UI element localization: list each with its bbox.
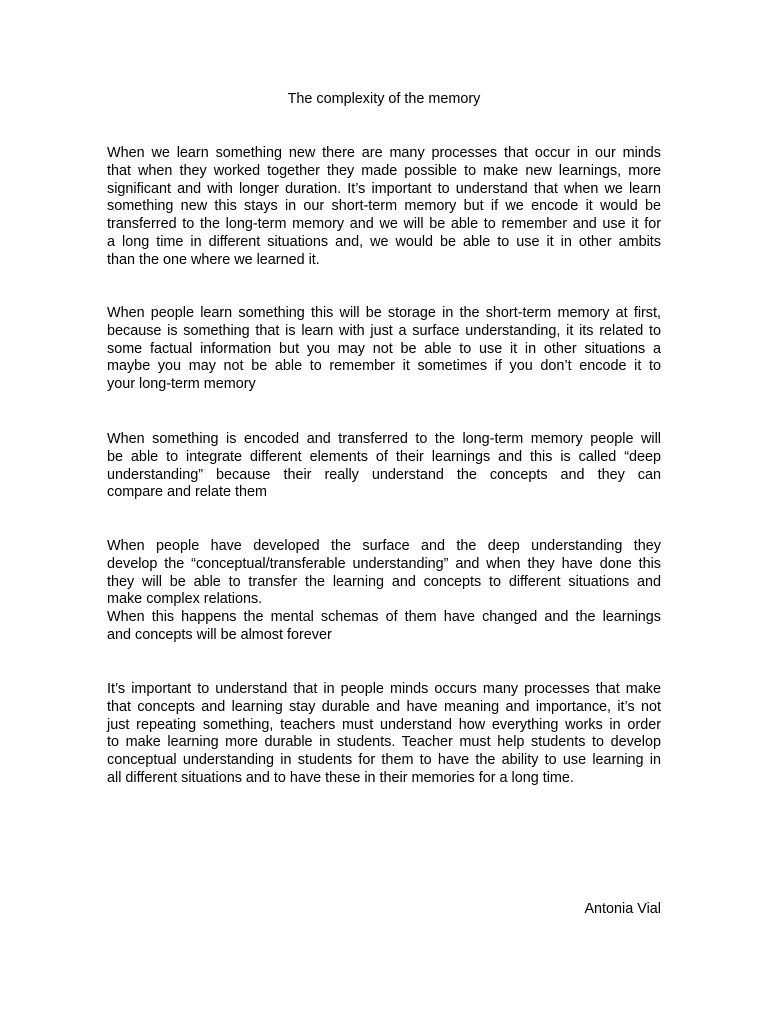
paragraph-2-line-2: because is something that is learn with just a surface understanding, it its related to bbox=[107, 322, 661, 339]
paragraph-3-line-1: When something is encoded and transferred to the long-term memory people will bbox=[107, 431, 661, 447]
paragraph-1-line-1: When we learn something new there are many processes that occur in our minds bbox=[107, 145, 661, 161]
paragraph-3 bbox=[107, 431, 661, 502]
paragraph-1-line-3: significant and with longer duration. It’s important to understand that when we learn bbox=[107, 180, 661, 197]
paragraph-5 bbox=[107, 681, 661, 788]
paragraph-5-line-6: all different situations and to have these in their memories for a long time. bbox=[107, 769, 574, 786]
paragraph-3-line-2: be able to integrate different elements of their learnings and this is called “deep bbox=[107, 448, 661, 465]
paragraph-4-line-4: make complex relations. bbox=[107, 591, 263, 608]
paragraph-3-line-4: compare and relate them bbox=[107, 484, 267, 501]
paragraph-2-line-3: some factual information but you may not be able to use it in other situations a bbox=[107, 340, 661, 357]
author-signature: Antonia Vial bbox=[584, 901, 661, 917]
paragraph-2 bbox=[107, 305, 661, 394]
paragraph-5-line-2: that concepts and learning stay durable and have meaning and importance, it’s not bbox=[107, 698, 661, 715]
document-title: The complexity of the memory bbox=[287, 91, 481, 107]
paragraph-4 bbox=[107, 538, 661, 645]
paragraph-4-line-1: When people have developed the surface and the deep understanding they bbox=[107, 538, 661, 554]
paragraph-3-line-3: understanding” because their really understand the concepts and they can bbox=[107, 466, 661, 483]
paragraph-4-line-2: develop the “conceptual/transferable understanding” and when they have done this bbox=[107, 555, 661, 572]
paragraph-5-line-3: just repeating something, teachers must understand how everything works in order bbox=[107, 716, 661, 733]
paragraph-2-line-1: When people learn something this will be storage in the short-term memory at first, bbox=[107, 305, 661, 321]
paragraph-5-line-5: conceptual understanding in students for them to have the ability to use learning in bbox=[107, 752, 661, 769]
paragraph-4-line-5: When this happens the mental schemas of them have changed and the learnings bbox=[107, 609, 661, 626]
paragraph-1-line-4: something new this stays in our short-term memory but if we encode it would be bbox=[107, 198, 661, 215]
paragraph-5-line-4: to make learning more durable in students. Teacher must help students to develop bbox=[107, 734, 661, 751]
paragraph-1-line-6: a long time in different situations and, we would be able to use it in other ambits bbox=[107, 233, 661, 250]
paragraph-1-line-5: transferred to the long-term memory and we will be able to remember and use it for bbox=[107, 216, 661, 233]
paragraph-2-line-5: your long-term memory bbox=[107, 376, 256, 393]
paragraph-1-line-7: than the one where we learned it. bbox=[107, 251, 320, 268]
paragraph-2-line-4: maybe you may not be able to remember it sometimes if you don’t encode it to bbox=[107, 358, 661, 375]
paragraph-4-line-6: and concepts will be almost forever bbox=[107, 626, 332, 643]
paragraph-1 bbox=[107, 145, 661, 270]
paragraph-1-line-2: that when they worked together they made possible to make new learnings, more bbox=[107, 162, 661, 179]
paragraph-5-line-1: It’s important to understand that in people minds occurs many processes that make bbox=[107, 681, 661, 697]
paragraph-4-line-3: they will be able to transfer the learning and concepts to different situations and bbox=[107, 573, 661, 590]
